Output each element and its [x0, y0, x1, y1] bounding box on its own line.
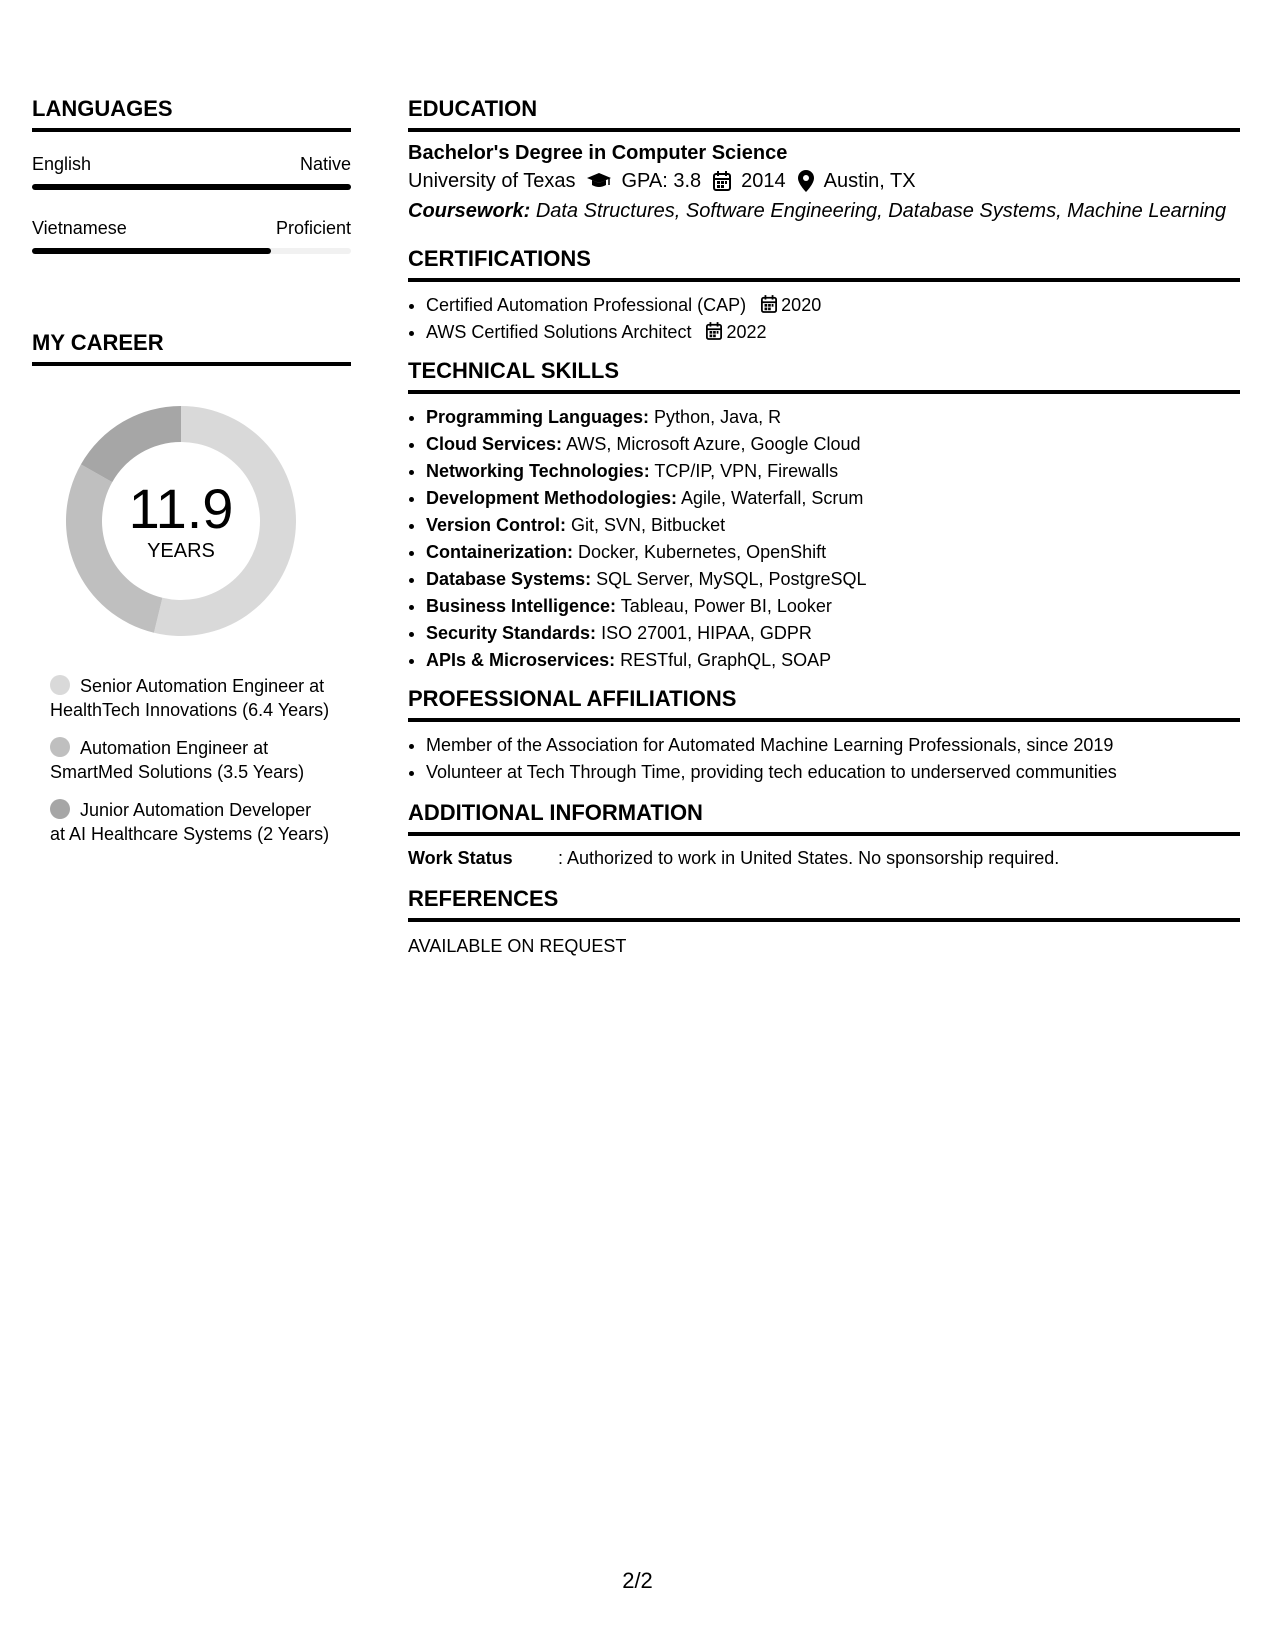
legend-dot-icon — [50, 799, 70, 819]
education-year: 2014 — [741, 170, 786, 192]
skill-item — [426, 539, 1240, 566]
education-location: Austin, TX — [823, 170, 916, 192]
language-item — [32, 216, 351, 254]
work-status-label: Work Status — [408, 848, 513, 868]
education-degree: Bachelor's Degree in Computer Science — [408, 142, 788, 164]
career-legend-label: Junior Automation Developer at AI Healthcare Systems (2 Years) — [50, 800, 330, 844]
skill-values: RESTful, GraphQL, SOAP — [620, 650, 832, 670]
career-years-label: YEARS — [147, 540, 215, 562]
right-column — [408, 94, 1240, 958]
calendar-icon — [706, 322, 722, 340]
work-status-row — [408, 846, 1240, 870]
references-heading: REFERENCES — [408, 884, 1240, 922]
career-donut — [66, 406, 296, 636]
skill-item — [426, 485, 1240, 512]
education-meta — [408, 166, 1240, 196]
career-total-years: 11.9 — [128, 477, 234, 540]
calendar-icon — [761, 295, 777, 313]
skill-item — [426, 566, 1240, 593]
education-gpa: GPA: 3.8 — [621, 170, 702, 192]
skill-category: Database Systems: — [426, 569, 592, 589]
career-legend-label: Automation Engineer at SmartMed Solutions (3.5 Years) — [50, 738, 305, 782]
education-heading: EDUCATION — [408, 94, 1240, 132]
certification-name: AWS Certified Solutions Architect — [426, 322, 692, 342]
skill-category: APIs & Microservices: — [426, 650, 616, 670]
skill-item — [426, 593, 1240, 620]
skill-values: SQL Server, MySQL, PostgreSQL — [596, 569, 867, 589]
additional-info-heading: ADDITIONAL INFORMATION — [408, 798, 1240, 836]
references-text: AVAILABLE ON REQUEST — [408, 936, 627, 956]
coursework-label: Coursework: — [408, 200, 531, 222]
coursework-value: Data Structures, Software Engineering, Database Systems, Machine Learning — [535, 200, 1227, 222]
career-heading: MY CAREER — [32, 328, 351, 366]
skill-category: Development Methodologies: — [426, 488, 678, 508]
work-status-value: : Authorized to work in United States. No sponsorship required. — [558, 848, 1060, 868]
graduation-cap-icon — [587, 172, 611, 190]
language-level: Proficient — [275, 218, 351, 238]
education-coursework — [408, 196, 1240, 226]
language-bar — [32, 184, 351, 190]
skill-values: TCP/IP, VPN, Firewalls — [654, 461, 839, 481]
certification-item — [426, 319, 1240, 346]
language-name: Vietnamese — [32, 218, 127, 238]
skill-item — [426, 458, 1240, 485]
language-bar-fill — [32, 248, 271, 254]
skill-category: Networking Technologies: — [426, 461, 650, 481]
left-column — [32, 94, 351, 860]
affiliations-list — [408, 732, 1240, 786]
page-number: 2/2 — [622, 1568, 653, 1593]
skill-item — [426, 404, 1240, 431]
languages-heading: LANGUAGES — [32, 94, 351, 132]
career-legend-item — [50, 736, 330, 784]
skill-values: Python, Java, R — [654, 407, 782, 427]
skill-item — [426, 512, 1240, 539]
skill-category: Security Standards: — [426, 623, 597, 643]
language-name: English — [32, 154, 92, 174]
career-legend-label: Senior Automation Engineer at HealthTech Innovations (6.4 Years) — [50, 676, 330, 720]
skill-item — [426, 620, 1240, 647]
career-legend-item — [50, 798, 330, 846]
language-bar — [32, 248, 351, 254]
skill-item — [426, 431, 1240, 458]
location-pin-icon — [798, 170, 814, 192]
skill-item — [426, 647, 1240, 674]
skill-values: ISO 27001, HIPAA, GDPR — [601, 623, 812, 643]
skill-values: Git, SVN, Bitbucket — [571, 515, 726, 535]
certification-year: 2020 — [781, 295, 822, 315]
calendar-icon — [713, 171, 731, 191]
certifications-list — [408, 292, 1240, 346]
skill-category: Business Intelligence: — [426, 596, 617, 616]
affiliations-heading: PROFESSIONAL AFFILIATIONS — [408, 684, 1240, 722]
certifications-heading: CERTIFICATIONS — [408, 244, 1240, 282]
skill-category: Cloud Services: — [426, 434, 563, 454]
certification-item — [426, 292, 1240, 319]
language-bar-fill — [32, 184, 351, 190]
skill-category: Containerization: — [426, 542, 573, 562]
certification-year: 2022 — [726, 322, 767, 342]
certification-name: Certified Automation Professional (CAP) — [426, 295, 747, 315]
affiliation-item: • Member of the Association for Automated Machine Learning Professionals, since 2019 — [426, 732, 1240, 759]
career-legend — [50, 674, 330, 846]
skills-list — [408, 404, 1240, 674]
skill-values: Tableau, Power BI, Looker — [620, 596, 832, 616]
skill-category: Programming Languages: — [426, 407, 650, 427]
skill-values: Docker, Kubernetes, OpenShift — [578, 542, 827, 562]
legend-dot-icon — [50, 737, 70, 757]
affiliation-item: • Volunteer at Tech Through Time, providing tech education to underserved communities — [426, 759, 1240, 786]
skill-values: Agile, Waterfall, Scrum — [681, 488, 864, 508]
education-school: University of Texas — [408, 170, 576, 192]
language-item — [32, 152, 351, 190]
skills-heading: TECHNICAL SKILLS — [408, 356, 1240, 394]
language-level: Native — [299, 154, 351, 174]
legend-dot-icon — [50, 675, 70, 695]
career-legend-item — [50, 674, 330, 722]
skill-category: Version Control: — [426, 515, 567, 535]
skill-values: AWS, Microsoft Azure, Google Cloud — [566, 434, 861, 454]
